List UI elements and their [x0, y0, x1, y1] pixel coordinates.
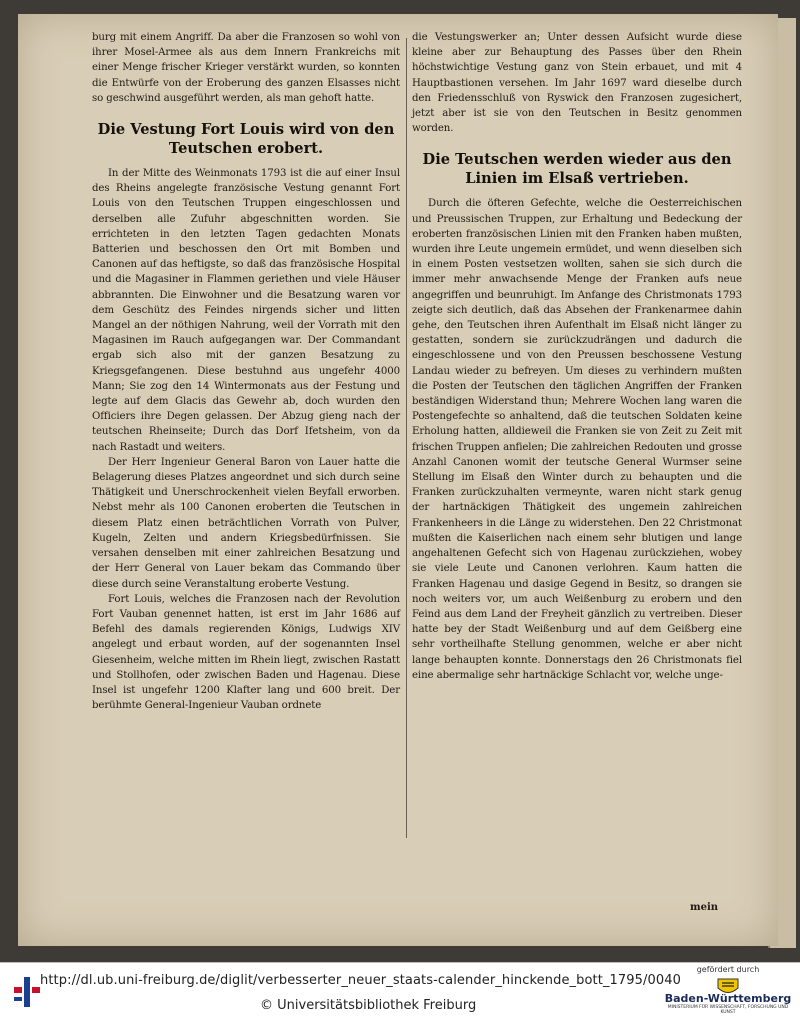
column-divider — [406, 38, 407, 838]
right-column — [412, 30, 742, 683]
left-column — [92, 30, 400, 713]
catchword: mein — [690, 902, 719, 913]
permalink-url[interactable]: http://dl.ub.uni-freiburg.de/diglit/verbesserter_neuer_staats-calender_hinckende_bott_1795/0040 — [40, 973, 682, 988]
right-intro-paragraph: die Vestungswerker an; Unter dessen Aufsicht wurde diese kleine aber zur Behauptung des Passes über den Rhein höchstwichtige Vestung ganz von Stein erbauet, und mit 4 Hauptbastionen versehen. Im Jahr 1697 ward dieselbe durch den Friedensschluß von Ryswick den Franzosen zugesichert, jetzt aber ist sie von den Teutschen in Besitz genommen worden. — [412, 32, 742, 135]
copyright-notice: © Universitätsbibliothek Freiburg — [260, 998, 477, 1013]
viewer-footer — [0, 962, 800, 1020]
sponsor-ministry: MINISTERIUM FÜR WISSENSCHAFT, FORSCHUNG UND KUNST — [667, 1005, 789, 1015]
sponsor-name: Baden-Württemberg — [664, 992, 792, 1005]
left-section-heading: Die Vestung Fort Louis wird von den Teutschen erobert. — [97, 121, 395, 158]
right-paragraph-1: Durch die öfteren Gefechte, welche die Oesterreichischen und Preussischen Truppen, zur Erhaltung und Bedeckung der eroberten französischen Linien mit den Franken haben mußten, wurden ihre Leute ungemein ermüdet, und wenn dieselben sich in einem Posten vestsetzen wollten, sahen sie sich durch die immer mehr anwachsende Menge der Franken aufs neue angegriffen und beunruhigt. Im Anfange des Christmonats 1793 zeigte sich deutlich, daß das Absehen der Frankenarmee dahin gehe, den Teutschen ihren Aufenthalt im Elsaß nicht länger zu gestatten, sondern sie zurückzudrängen und dadurch die eingeschlossene und von den Preussen beschossene Vestung Landau wieder zu befreyen. Um dieses zu verhindern mußten die Posten der Teutschen den täglichen Angriffen der Franken beständigen Widerstand thun; Mehrere Wochen lang waren die Postengefechte so anhaltend, daß die teutschen Soldaten keine Erholung hatten, alldieweil die Franken sie von Zeit zu Zeit mit frischen Truppen anfielen; Die zahlreichen Redouten und grosse Anzahl Canonen womit der teutsche General Wurmser seine Stellung im Elsaß den Winter durch zu behaupten und die Franken zurückzuhalten vermeynte, waren nicht stark genug der hartnäckigen Thätigkeit des ungemein zahlreichen Frankenheers in die Länge zu widerstehen. Den 22 Christmonat mußten die Kaiserlichen nach einem sehr blutigen und lange angehaltenen Gefecht sich von Hagenau zurückziehen, wobey sie viele Leute und Canonen verlohren. Kaum hatten die Franken Hagenau und dasige Gegend in Besitz, so drangen sie noch weiters vor, um auch Weißenburg zu erobern und den Feind aus dem Land der Freyheit gänzlich zu vertreiben. Dieser hatte bey der Stadt Weißenburg und auf dem Geißberg eine sehr vortheilhafte Stellung genommen, welche er aber nicht lange behaupten konnte. Donnerstags den 26 Christmonats fiel eine abermalige sehr hartnäckige Schlacht vor, welche unge- — [412, 198, 742, 681]
left-paragraph-1: In der Mitte des Weinmonats 1793 ist die auf einer Insul des Rheins angelegte französische Vestung genannt Fort Louis von den Teutschen Truppen eingeschlossen und derselben alle Zufuhr abgeschnitten worden. Sie errichteten in den letzten Tagen gedachten Monats Batterien und beschossen den Ort mit Bomben und Canonen auf das heftigste, so daß das französische Hospital und die Magasiner in Flammen geriethen und viele Häuser abbrannten. Die Einwohner und die Besatzung waren vor dem Geschütz des Feindes nirgends sicher und litten Mangel an der nöthigen Nahrung, weil der Vorrath mit den Magasinen im Rauch aufgegangen war. Der Commandant ergab sich also mit der ganzen Besatzung zu Kriegsgefangenen. Diese bestuhnd aus ungefehr 4000 Mann; Sie zog den 14 Wintermonats aus der Festung und legte auf dem Glacis das Gewehr ab, doch wurden den Officiers ihre Degen gelassen. Der Abzug gieng nach der teutschen Rheinseite; Durch das Dorf Ifetsheim, von da nach Rastadt und weiters. — [92, 168, 400, 453]
right-section-heading: Die Teutschen werden wieder aus den Linien im Elsaß vertrieben. — [422, 151, 732, 188]
left-intro-paragraph: burg mit einem Angriff. Da aber die Franzosen so wohl von ihrer Mosel-Armee als aus dem Innern Frankreichs mit einer Menge frischer Krieger verstärkt wurden, so konnten die Entwürfe von der Eroberung des ganzen Elsasses nicht so geschwind ausgeführt werden, als man gehoft hatte. — [92, 32, 400, 104]
left-paragraph-2: Der Herr Ingenieur General Baron von Lauer hatte die Belagerung dieses Platzes angeordnet und sich durch seine Thätigkeit und Unerschrockenheit vielen Beyfall erworben. Nebst mehr als 100 Canonen eroberten die Teutschen in diesem Platz einen beträchtlichen Vorrath von Pulver, Kugeln, Zelten und andern Kriegsbedürfnissen. Sie versahen denselben mit einer zahlreichen Besatzung und der Herr General von Lauer bekam das Commando über diese durch seine Veranstaltung eroberte Vestung. — [92, 456, 400, 590]
baden-wuerttemberg-crest-icon — [714, 977, 742, 997]
sponsor-block — [660, 965, 796, 1019]
left-paragraph-3: Fort Louis, welches die Franzosen nach der Revolution Fort Vauban genennet hatten, ist erst im Jahr 1686 auf Befehl des damals regierenden Königs, Ludwigs XIV angelegt und erbaut worden, auf der sogenannten Insel Giesenheim, welche mitten im Rhein liegt, zwischen Rastatt und Stollhofen, oder zwischen Baden und Hagenau. Diese Insel ist ungefehr 1200 Klafter lang und 600 breit. Der berühmte General-Ingenieur Vauban ordnete — [92, 593, 400, 712]
sponsor-label: gefördert durch — [696, 965, 760, 974]
